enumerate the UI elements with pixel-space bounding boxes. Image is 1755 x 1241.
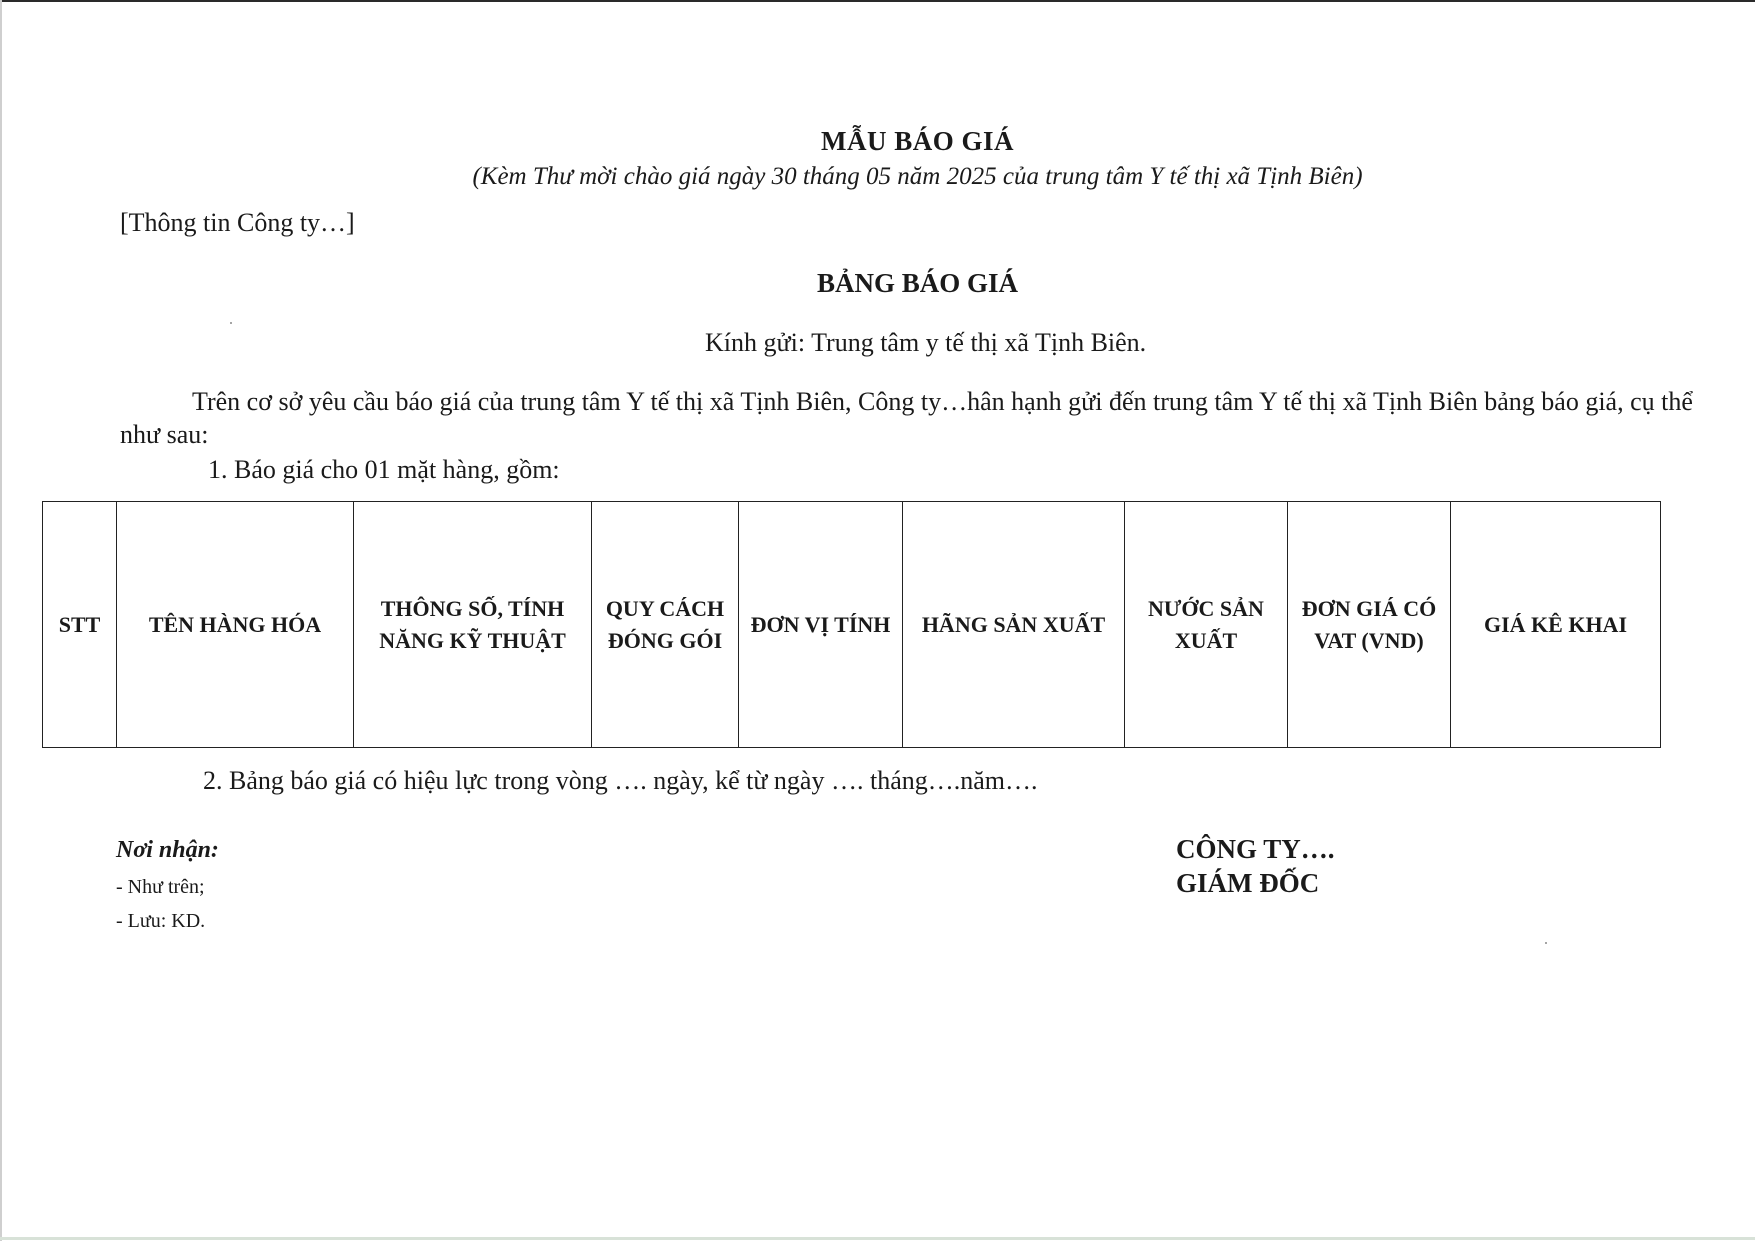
scan-speck: [1545, 942, 1547, 944]
item-2-text: 2. Bảng báo giá có hiệu lực trong vòng …. ngày, kể từ ngày …. tháng….năm….: [203, 766, 1038, 795]
greeting: Kính gửi: Trung tâm y tế thị xã Tịnh Biên.: [705, 328, 1147, 357]
header-declared-price: GIÁ KÊ KHAI: [1451, 502, 1661, 748]
scan-edge-bottom: [0, 1237, 1755, 1240]
recipient-item: - Lưu: KD.: [116, 910, 206, 932]
header-unit: ĐƠN VỊ TÍNH: [739, 502, 903, 748]
document-title: MẪU BÁO GIÁ: [821, 126, 1014, 156]
recipient-item: - Như trên;: [116, 876, 205, 898]
document-subtitle: (Kèm Thư mời chào giá ngày 30 tháng 05 năm 2025 của trung tâm Y tế thị xã Tịnh Biên): [472, 163, 1363, 190]
recipients-label: Nơi nhận:: [116, 837, 219, 863]
scan-speck: [230, 322, 232, 324]
table-header-row: [43, 502, 1661, 748]
item-1-text: 1. Báo giá cho 01 mặt hàng, gồm:: [208, 455, 560, 484]
quote-table-title: BẢNG BÁO GIÁ: [816, 268, 1019, 298]
header-manufacturer: HÃNG SẢN XUẤT: [903, 502, 1125, 748]
header-unit-price: ĐƠN GIÁ CÓ VAT (VND): [1288, 502, 1451, 748]
intro-paragraph: Trên cơ sở yêu cầu báo giá của trung tâm Y tế thị xã Tịnh Biên, Công ty…hân hạnh gửi đến trung tâm Y tế thị xã Tịnh Biên bảng báo giá, cụ thể như sau:: [120, 387, 1693, 449]
signature-company: CÔNG TY….: [1176, 834, 1335, 864]
signature-title: GIÁM ĐỐC: [1176, 868, 1320, 898]
quote-table: [42, 501, 1661, 748]
header-specs: THÔNG SỐ, TÍNH NĂNG KỸ THUẬT: [354, 502, 592, 748]
company-info: [Thông tin Công ty…]: [120, 208, 355, 237]
header-packing: QUY CÁCH ĐÓNG GÓI: [592, 502, 739, 748]
header-stt: STT: [43, 502, 117, 748]
header-country: NƯỚC SẢN XUẤT: [1125, 502, 1288, 748]
scan-edge-top: [0, 0, 1755, 2]
header-item-name: TÊN HÀNG HÓA: [117, 502, 354, 748]
